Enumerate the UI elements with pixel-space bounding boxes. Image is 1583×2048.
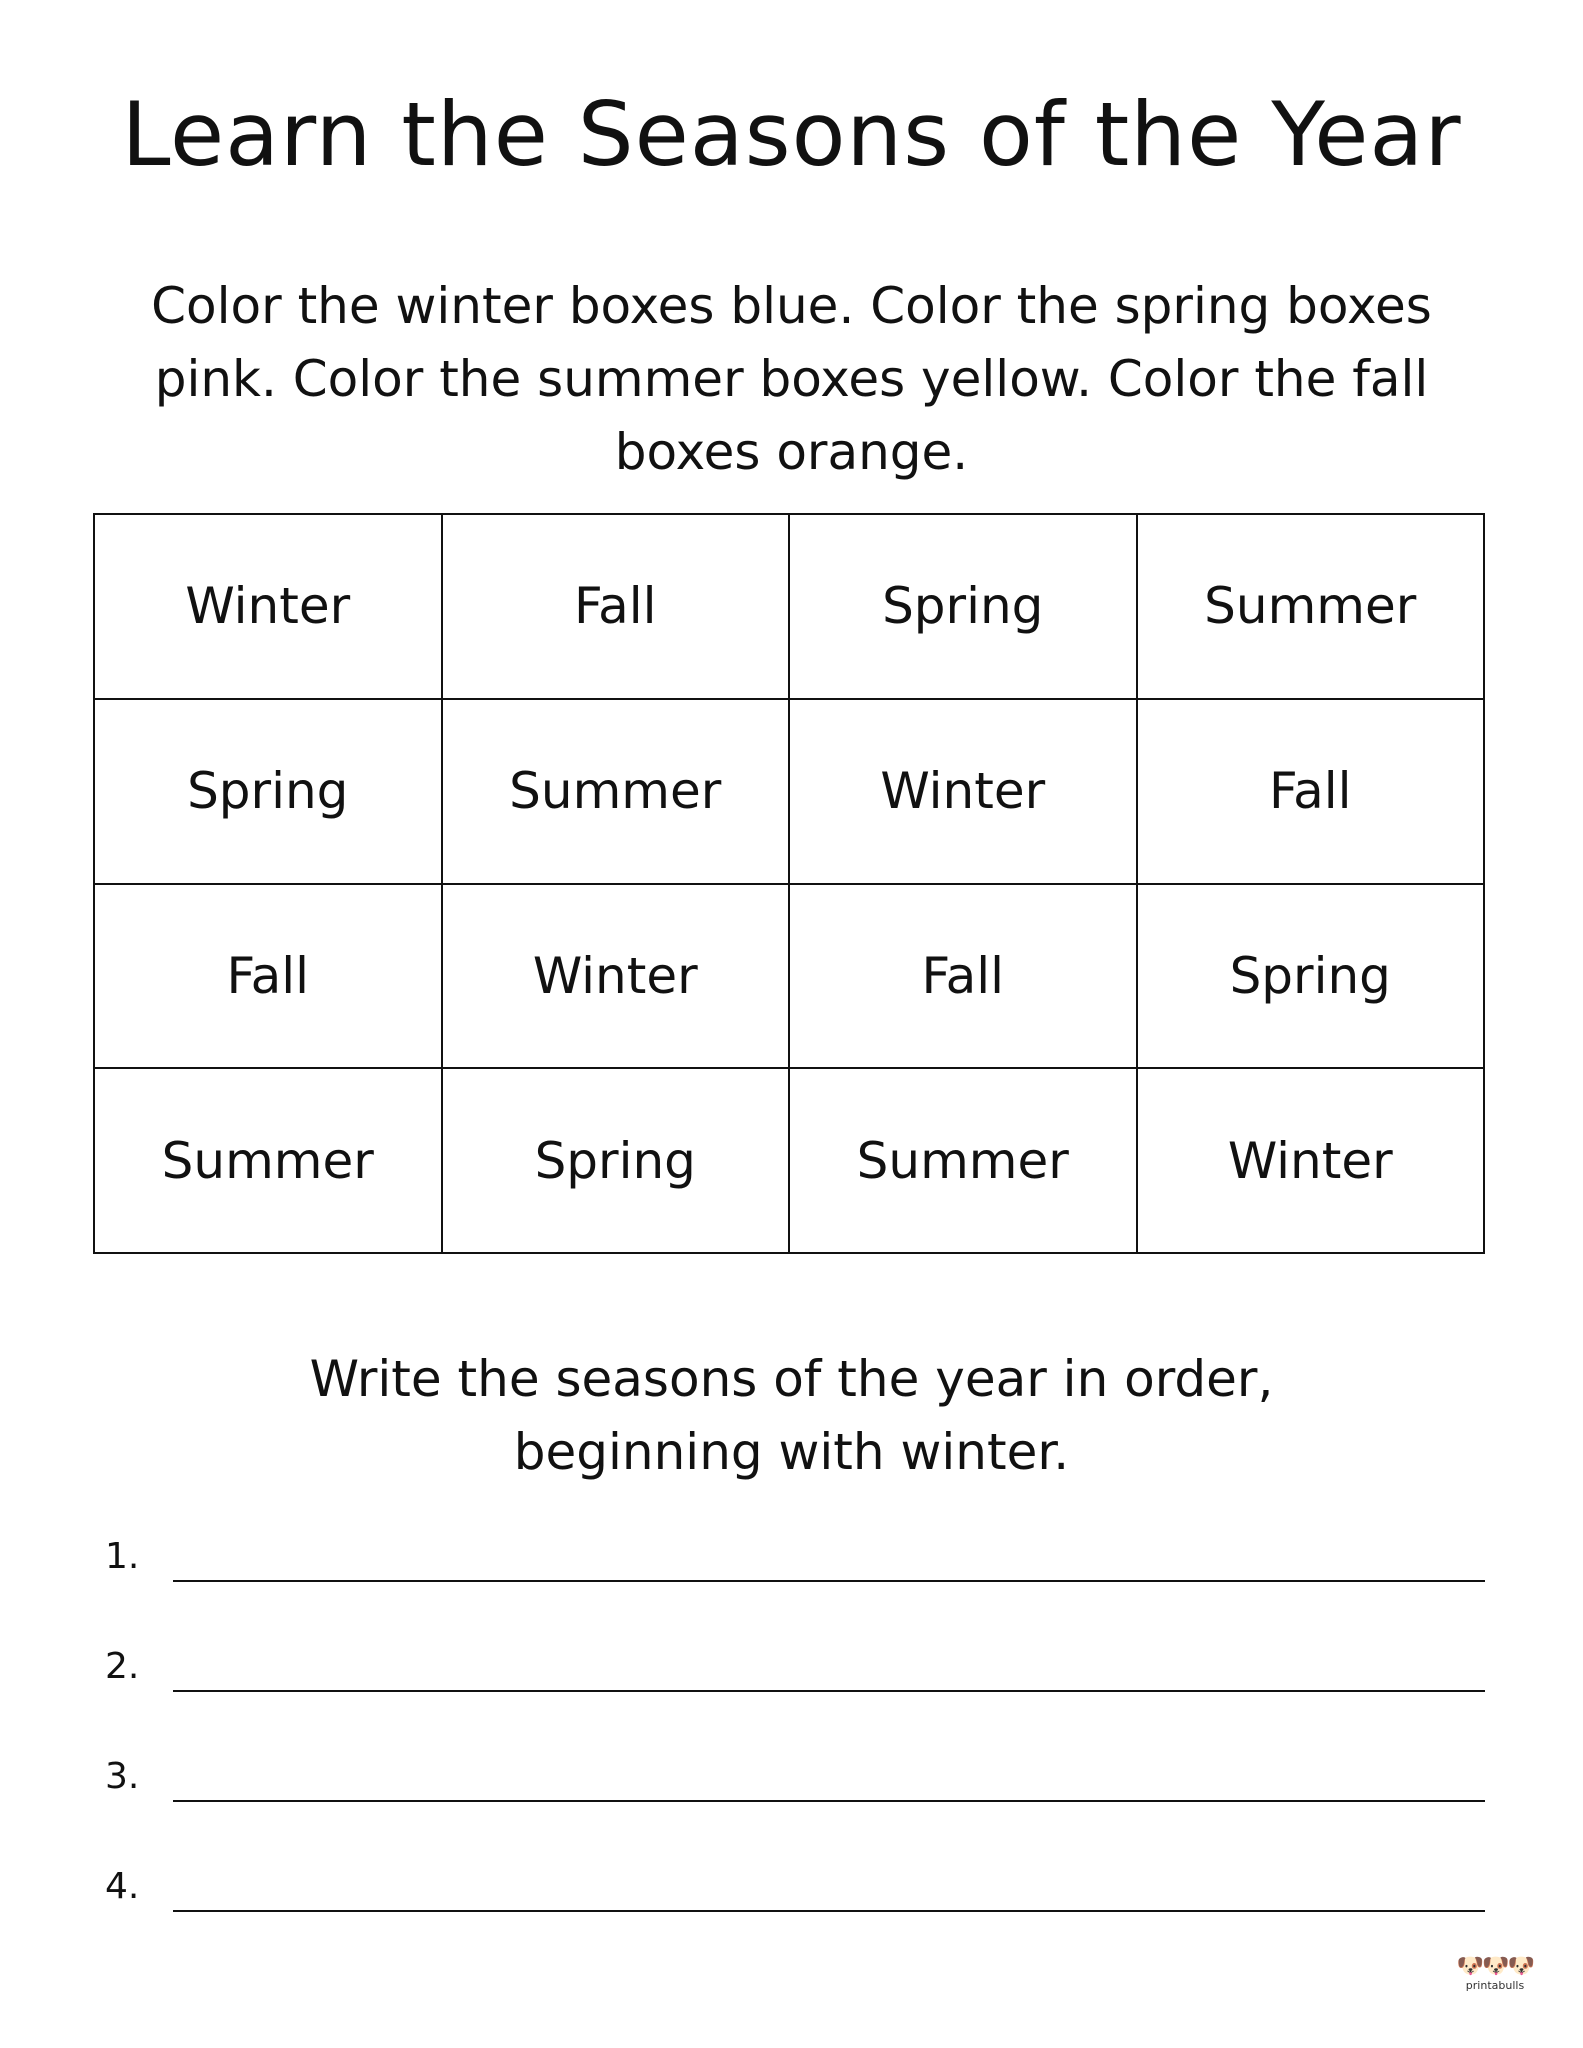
seasons-grid — [93, 513, 1485, 1254]
grid-cell[interactable]: Summer — [789, 1068, 1137, 1253]
logo-text: printabulls — [1465, 1979, 1525, 1992]
page-title: Learn the Seasons of the Year — [121, 83, 1462, 186]
grid-cell[interactable]: Spring — [94, 699, 442, 884]
grid-cell[interactable]: Spring — [1137, 884, 1485, 1069]
grid-cell[interactable]: Summer — [1137, 514, 1485, 699]
answer-line[interactable] — [95, 1852, 1485, 1962]
grid-cell[interactable]: Fall — [789, 884, 1137, 1069]
grid-cell[interactable]: Winter — [94, 514, 442, 699]
prompt-line: Write the seasons of the year in order, — [309, 1350, 1274, 1408]
grid-cell[interactable]: Winter — [789, 699, 1137, 884]
grid-row — [94, 884, 1484, 1069]
answer-number: 2. — [105, 1646, 140, 1687]
grid-cell[interactable]: Summer — [442, 699, 790, 884]
answer-line[interactable] — [95, 1522, 1485, 1632]
answer-line[interactable] — [95, 1742, 1485, 1852]
printabulls-logo — [1455, 1955, 1535, 1993]
answer-number: 3. — [105, 1756, 140, 1797]
answer-rule[interactable] — [173, 1690, 1485, 1692]
grid-row — [94, 514, 1484, 699]
writing-prompt — [200, 1343, 1383, 1489]
answer-number: 1. — [105, 1536, 140, 1577]
grid-cell[interactable]: Summer — [94, 1068, 442, 1253]
grid-cell[interactable]: Spring — [789, 514, 1137, 699]
grid-cell[interactable]: Winter — [1137, 1068, 1485, 1253]
grid-cell[interactable]: Spring — [442, 1068, 790, 1253]
grid-cell[interactable]: Fall — [442, 514, 790, 699]
answer-lines — [95, 1522, 1485, 1962]
prompt-line: beginning with winter. — [513, 1423, 1070, 1481]
grid-cell[interactable]: Winter — [442, 884, 790, 1069]
grid-cell[interactable]: Fall — [1137, 699, 1485, 884]
grid-cell[interactable]: Fall — [94, 884, 442, 1069]
coloring-instructions: Color the winter boxes blue. Color the spring boxes pink. Color the summer boxes yellow. Color the fall boxes orange. — [151, 277, 1432, 481]
answer-rule[interactable] — [173, 1580, 1485, 1582]
answer-line[interactable] — [95, 1632, 1485, 1742]
grid-row — [94, 699, 1484, 884]
bulldog-icon: 🐶🐶🐶 — [1456, 1954, 1534, 1979]
answer-number: 4. — [105, 1866, 140, 1907]
answer-rule[interactable] — [173, 1800, 1485, 1802]
grid-row — [94, 1068, 1484, 1253]
answer-rule[interactable] — [173, 1910, 1485, 1912]
